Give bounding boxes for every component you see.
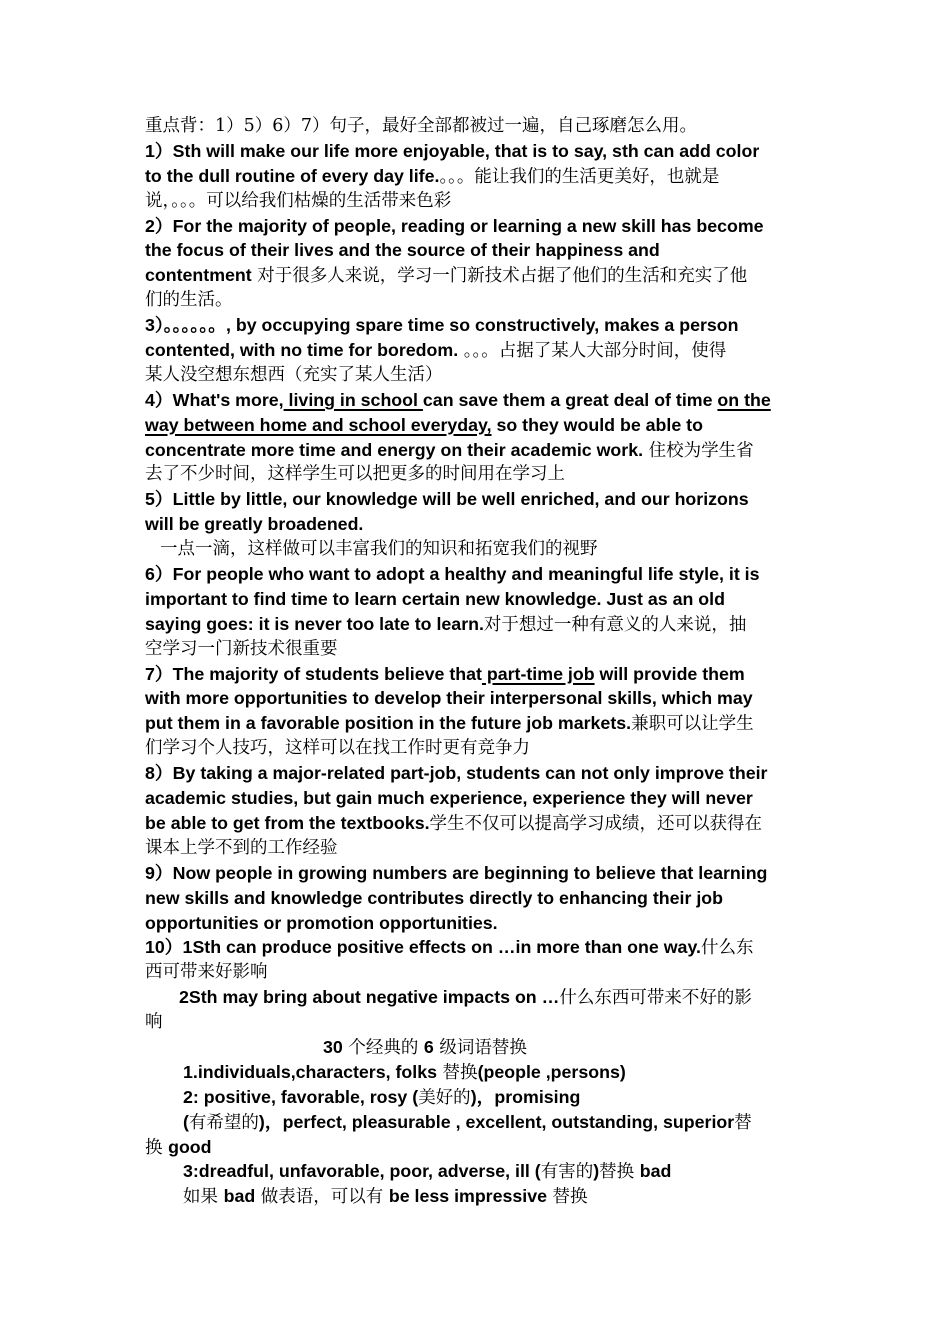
- note-phrase: be less impressive: [388, 1186, 547, 1207]
- sentence-4-english-end: concentrate more time and energy on their academic work.: [145, 439, 644, 460]
- sentence-6-english: 6）For people who want to adopt a healthy and meaningful life style, it is: [145, 564, 760, 585]
- sentence-1-line-2: [145, 164, 817, 189]
- sentence-9-line-2: [145, 886, 817, 911]
- sentence-6-line-4: [145, 637, 817, 662]
- sentence-8-line-4: [145, 836, 817, 861]
- sentence-4-line-4: [145, 462, 817, 487]
- word-item-3-words: 3:dreadful, unfavorable, poor, adverse, ill (: [183, 1161, 541, 1182]
- sentence-10-line-4: [145, 1010, 817, 1035]
- underlined-phrase-living-in-school: living in school: [283, 389, 423, 410]
- word-item-2-line-1: [145, 1085, 817, 1110]
- sentence-9-line-1: [145, 861, 817, 886]
- sentence-9-english: 9）Now people in growing numbers are beginning to believe that learning: [145, 862, 768, 883]
- word-item-2-words-more: )，perfect, pleasurable , excellent, outstanding, superior: [258, 1111, 735, 1132]
- sentence-10-line-1: [145, 935, 817, 960]
- sentence-2-english-cont: the focus of their lives and the source of their happiness and: [145, 240, 660, 261]
- underlined-phrase-on-the-way-cont: way between home and school everyday,: [145, 414, 492, 435]
- sentence-7-chinese-end: 们学习个人技巧，这样可以在找工作时更有竞争力: [145, 738, 530, 759]
- note-text-2: 做表语，可以有: [255, 1187, 389, 1208]
- word-item-1-words: 1.individuals,characters, folks: [183, 1061, 437, 1082]
- sentence-1-chinese-end: 说，。。。可以给我们枯燥的生活带来色彩: [145, 190, 452, 211]
- sentence-7-chinese: 兼职可以让学生: [631, 714, 754, 735]
- sentence-2-line-3: [145, 263, 817, 288]
- sentence-1-line-1: [145, 139, 817, 164]
- word-item-1: [145, 1060, 817, 1085]
- sentence-8-chinese: 学生不仅可以提高学习成绩，还可以获得在: [429, 813, 763, 834]
- sentence-4-english-cont: so they would be able to: [491, 414, 703, 435]
- sentence-8-chinese-end: 课本上学不到的工作经验: [145, 837, 338, 858]
- sentence-1-english-end: to the dull routine of every day life.: [145, 165, 440, 186]
- note-text-3: 替换: [546, 1187, 588, 1208]
- word-item-2-paren: (: [183, 1111, 189, 1132]
- sentence-2-line-1: [145, 214, 817, 239]
- sentence-5-line-3: [145, 537, 817, 562]
- sentence-8-english-end: be able to get from the textbooks.: [145, 812, 430, 833]
- sentence-10-line-2: [145, 960, 817, 985]
- sentence-2-line-4: [145, 288, 817, 313]
- sentence-7-line-2: [145, 686, 817, 711]
- sentence-5-english: 5）Little by little, our knowledge will be well enriched, and our horizons: [145, 489, 749, 510]
- sentence-10b-english: 2Sth may bring about negative impacts on …: [179, 987, 560, 1008]
- underlined-phrase-on-the-way: on the: [717, 389, 771, 410]
- word-item-3-note: [145, 1184, 817, 1209]
- word-item-2-replace: 替: [734, 1112, 752, 1133]
- sentence-6-line-2: [145, 587, 817, 612]
- word-item-2-words-cont: )，promising: [470, 1086, 581, 1107]
- note-text-1: 如果: [183, 1187, 224, 1208]
- word-item-2-replace-end: 换: [145, 1137, 169, 1158]
- sentence-8-line-1: [145, 761, 817, 786]
- word-item-1-target: (people ,persons): [477, 1061, 626, 1082]
- sentence-3-english-end: contented, with no time for boredom.: [145, 340, 459, 361]
- sentence-1-line-3: [145, 189, 817, 214]
- sentence-10-chinese: 什么东: [700, 938, 754, 959]
- word-item-3-paren: ): [593, 1161, 600, 1182]
- sentence-10b-chinese: 什么东西可带来不好的影: [559, 988, 752, 1009]
- sentence-3-chinese-end: 某人没空想东想西（充实了某人生活）: [145, 364, 443, 385]
- sentence-6-line-3: [145, 612, 817, 637]
- heading-number: 30: [323, 1036, 343, 1057]
- sentence-4-english-mid: can save them a great deal of time: [422, 389, 718, 410]
- word-item-2-words: 2: positive, favorable, rosy (: [183, 1086, 419, 1107]
- word-item-2-target: good: [168, 1136, 212, 1157]
- sentence-7-english-start: 7）The majority of students believe that: [145, 663, 482, 684]
- sentence-5-line-2: [145, 512, 817, 537]
- sentence-7-line-1: [145, 662, 817, 687]
- sentence-7-line-3: [145, 711, 817, 736]
- sentence-2-line-2: [145, 238, 817, 263]
- sentence-9-english-cont: new skills and knowledge contributes directly to enhancing their job: [145, 887, 723, 908]
- word-item-3: [145, 1159, 817, 1184]
- intro-text: 重点背：1）5）6）7）句子，最好全部都被过一遍，自己琢磨怎么用。: [145, 116, 698, 136]
- sentence-6-line-1: [145, 562, 817, 587]
- heading-text-1: 个经典的: [342, 1037, 424, 1058]
- section-heading: [145, 1035, 817, 1060]
- sentence-6-chinese-end: 空学习一门新技术很重要: [145, 638, 338, 659]
- sentence-2-english-end: contentment: [145, 265, 252, 286]
- sentence-3-line-1: [145, 313, 817, 338]
- note-word-bad: bad: [223, 1186, 256, 1207]
- word-item-2-line-2: [145, 1110, 817, 1135]
- sentence-6-chinese: 对于想过一种有意义的人来说，抽: [483, 614, 747, 635]
- sentence-7-english-mid: will provide them: [594, 663, 745, 684]
- sentence-7-english-cont: with more opportunities to develop their interpersonal skills, which may: [145, 688, 753, 709]
- word-item-2-line-3: [145, 1135, 817, 1160]
- sentence-4-line-1: [145, 388, 817, 413]
- sentence-6-english-end: saying goes: it is never too late to learn.: [145, 613, 484, 634]
- sentence-9-line-3: [145, 911, 817, 936]
- word-item-2-gloss-2: 有希望的: [188, 1112, 259, 1133]
- word-item-2-gloss-1: 美好的: [418, 1087, 471, 1108]
- sentence-2-chinese-end: 们的生活。: [145, 290, 233, 311]
- sentence-4-line-3: [145, 438, 817, 463]
- sentence-4-english-start: 4）What's more,: [145, 389, 284, 410]
- sentence-8-line-3: [145, 811, 817, 836]
- sentence-5-chinese: 一点一滴，这样做可以丰富我们的知识和拓宽我们的视野: [160, 539, 598, 560]
- sentence-3-line-2: [145, 338, 817, 363]
- word-item-3-replace: 替换: [599, 1162, 640, 1183]
- document-body: [145, 114, 817, 1209]
- sentence-4-line-2: [145, 413, 817, 438]
- sentence-5-line-1: [145, 487, 817, 512]
- sentence-4-chinese-end: 去了不少时间，这样学生可以把更多的时间用在学习上: [145, 464, 565, 485]
- sentence-8-english-cont: academic studies, but gain much experience, experience they will never: [145, 788, 753, 809]
- sentence-3-line-3: [145, 363, 817, 388]
- intro-line: [145, 114, 817, 139]
- sentence-8-english: 8）By taking a major-related part-job, students can not only improve their: [145, 763, 768, 784]
- sentence-5-english-end: will be greatly broadened.: [145, 514, 364, 535]
- sentence-10-chinese-end: 西可带来好影响: [145, 962, 268, 983]
- sentence-6-english-cont: important to find time to learn certain new knowledge. Just as an old: [145, 588, 725, 609]
- sentence-10-english: 10）1Sth can produce positive effects on …in more than one way.: [145, 937, 701, 958]
- word-item-1-replace: 替换: [436, 1062, 478, 1083]
- sentence-7-english-end: put them in a favorable position in the future job markets.: [145, 713, 632, 734]
- sentence-3-chinese: 。。。占据了某人大部分时间，使得: [458, 341, 727, 362]
- sentence-8-line-2: [145, 786, 817, 811]
- sentence-10b-chinese-end: 响: [145, 1012, 163, 1033]
- word-item-3-target: bad: [639, 1161, 672, 1182]
- heading-level: 6: [423, 1036, 434, 1057]
- word-item-3-gloss: 有害的: [540, 1162, 594, 1183]
- sentence-9-english-end: opportunities or promotion opportunities.: [145, 912, 498, 933]
- sentence-3-english: 3）。。。。。。, by occupying spare time so constructively, makes a person: [145, 315, 739, 336]
- underlined-phrase-part-time-job: part-time job: [481, 663, 595, 684]
- heading-text-2: 级词语替换: [433, 1037, 527, 1058]
- sentence-1-english: 1）Sth will make our life more enjoyable, that is to say, sth can add color: [145, 140, 760, 161]
- sentence-10-line-3: [145, 985, 817, 1010]
- sentence-7-line-4: [145, 736, 817, 761]
- sentence-2-english: 2）For the majority of people, reading or learning a new skill has become: [145, 215, 764, 236]
- sentence-1-chinese: 。。。能让我们的生活更美好，也就是: [439, 166, 720, 187]
- sentence-2-chinese: 对于很多人来说，学习一门新技术占据了他们的生活和充实了他: [251, 266, 748, 287]
- sentence-4-chinese: 住校为学生省: [643, 440, 754, 461]
